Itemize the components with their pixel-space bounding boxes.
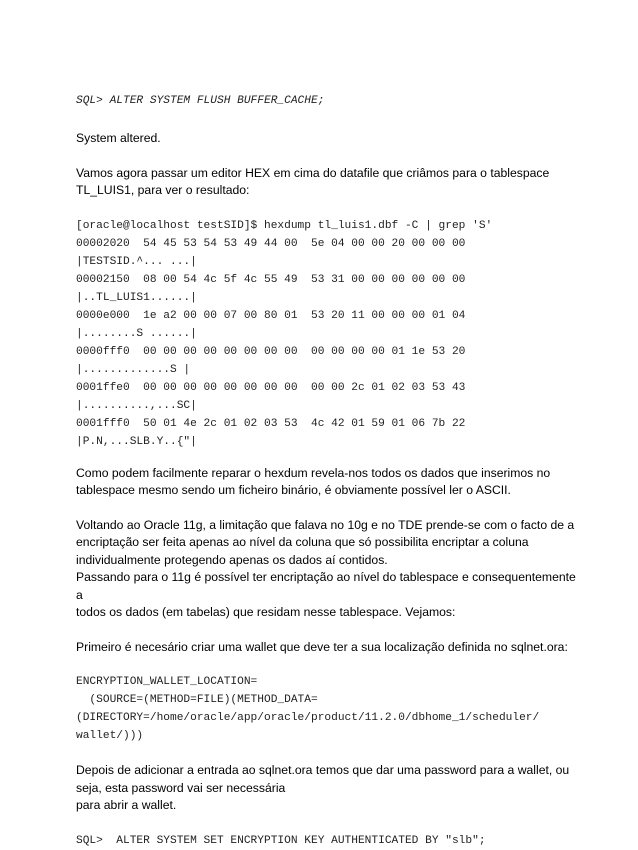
hexdump-line: 00002150 08 00 54 4c 5f 4c 55 49 53 31 00 00 00 00 00 00 [76, 273, 466, 286]
hexdump-line: 0000e000 1e a2 00 00 07 00 80 01 53 20 11 00 00 00 01 04 [76, 309, 466, 322]
sqlnet-line: (DIRECTORY=/home/oracle/app/oracle/product/11.2.0/dbhome_1/scheduler/ [76, 712, 540, 724]
hexdump-line: [oracle@localhost testSID]$ hexdump tl_luis1.dbf -C | grep 'S' [76, 219, 493, 232]
sqlnet-line: (SOURCE=(METHOD=FILE)(METHOD_DATA= [76, 694, 318, 706]
hexdump-line: |..TL_LUIS1......| [76, 291, 197, 304]
hexdump-line: |.............S | [76, 363, 191, 376]
wallet-intro-paragraph: Primeiro é necesário criar uma wallet que deve ter a sua localização definida no sqlnet.ora: [76, 639, 568, 654]
hexdump-line: 00002020 54 45 53 54 53 49 44 00 5e 04 00 00 20 00 00 00 [76, 237, 466, 250]
hexdump-line: 0001fff0 50 01 4e 2c 01 02 03 53 4c 42 01 59 01 06 7b 22 [76, 417, 466, 430]
sql-flush-command: SQL> ALTER SYSTEM FLUSH BUFFER_CACHE; [76, 95, 325, 107]
hexdump-line: |TESTSID.^... ...| [76, 255, 197, 268]
sqlnet-line: ENCRYPTION_WALLET_LOCATION= [76, 676, 258, 688]
sqlnet-config [76, 673, 576, 745]
oracle11g-paragraph: Voltando ao Oracle 11g, a limitação que falava no 10g e no TDE prende-se com o facto de a encriptação ser feita apenas ao nível da coluna que só possibilita encriptar a coluna individualmente protegendo apenas os dados aí contidos. Passando para o 11g é possível ter encriptação ao nível do tablespace e consequentemente a todos os dados (em tabelas) que residam nesse tablespace. Vejamos: [76, 517, 576, 619]
sql-encryption-key-command: SQL> ALTER SYSTEM SET ENCRYPTION KEY AUTHENTICATED BY "slb"; [76, 834, 486, 847]
hexdump-line: |P.N,...SLB.Y..{"| [76, 435, 197, 448]
password-paragraph: Depois de adicionar a entrada ao sqlnet.ora temos que dar uma password para a wallet, ou seja, esta password vai ser necessária para abrir a wallet. [76, 763, 570, 812]
hexdump-line: |..........,...SC| [76, 399, 197, 412]
hex-intro-paragraph: Vamos agora passar um editor HEX em cima do datafile que criâmos para o tablespace TL_LUIS1, para ver o resultado: [76, 165, 550, 197]
hexdump-line: 0001ffe0 00 00 00 00 00 00 00 00 00 00 2c 01 02 03 53 43 [76, 381, 466, 394]
sqlnet-line: wallet/))) [76, 730, 144, 742]
hexdump-explain-paragraph: Como podem facilmente reparar o hexdum revela-nos todos os dados que inserimos no tablespace mesmo sendo um ficheiro binário, é obviamente possível ler o ASCII. [76, 465, 551, 497]
hexdump-output [76, 217, 576, 451]
hexdump-line: 0000fff0 00 00 00 00 00 00 00 00 00 00 00 00 01 1e 53 20 [76, 345, 466, 358]
hexdump-line: |........S ......| [76, 327, 197, 340]
system-altered-output: System altered. [76, 131, 161, 145]
document-page [76, 92, 576, 850]
